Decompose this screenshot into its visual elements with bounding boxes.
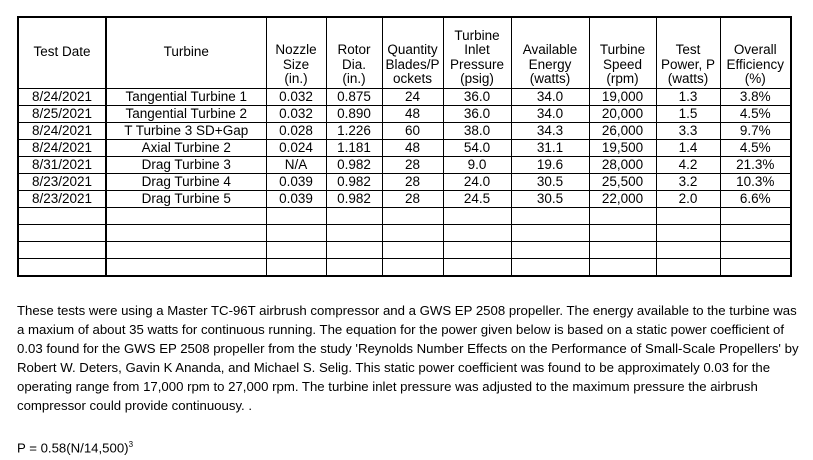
table-cell [266,225,326,242]
table-cell [720,242,791,259]
table-cell: 36.0 [443,89,511,106]
table-cell: 24.0 [443,174,511,191]
table-cell [106,208,266,225]
table-row [18,191,791,208]
table-cell: 0.982 [326,174,382,191]
table-cell: 24.5 [443,191,511,208]
test-notes: These tests were using a Master TC-96T airbrush compressor and a GWS EP 2508 propeller. The energy available to the turbine was a maxium of about 35 watts for continuous running. The equation for the power given below is based on a static power coefficient of 0.03 found for the GWS EP 2508 propeller from the study 'Reynolds Number Effects on the Performance of Small-Scale Propellers' by Robert W. Deters, Gavin K Ananda, and Michael S. Selig. This static power coefficient was found to be approximately 0.03 for the operating range from 17,000 rpm to 27,000 rpm. The turbine inlet pressure was adjusted to the maximum pressure the airbrush compressor could provide continuousy. . [17,303,799,413]
column-header-line: Inlet [464,42,490,58]
table-cell [443,259,511,277]
column-header [106,17,266,89]
table-cell: 1.4 [656,140,720,157]
table-cell: 19,000 [589,89,656,106]
table-cell [511,259,589,277]
column-header-line: (%) [744,70,766,86]
table-cell: 30.5 [511,174,589,191]
column-header [589,17,656,89]
table-cell: 4.5% [720,106,791,123]
table-cell: 60 [382,123,443,140]
table-cell [589,225,656,242]
table-cell [326,208,382,225]
column-header [382,17,443,89]
table-cell: Axial Turbine 2 [106,140,266,157]
column-header [443,17,511,89]
column-header-line: (rpm) [606,70,639,86]
table-cell: 8/24/2021 [18,89,106,106]
table-cell [382,259,443,277]
column-header [656,17,720,89]
table-row [18,174,791,191]
column-header-line: Blades/P [385,56,440,72]
table-cell: 0.982 [326,191,382,208]
table-cell: 9.0 [443,157,511,174]
column-header-line: Pressure [449,56,505,72]
column-header-line: Speed [602,56,643,72]
table-cell [326,259,382,277]
table-cell: 3.8% [720,89,791,106]
table-cell [326,225,382,242]
table-cell: 34.3 [511,123,589,140]
table-cell [589,259,656,277]
table-header-row [18,17,791,89]
table-cell [511,242,589,259]
table-cell: 28 [382,191,443,208]
table-cell: 21.3% [720,157,791,174]
table-row [18,123,791,140]
column-header-line: (psig) [460,70,494,86]
table-cell: 0.024 [266,140,326,157]
column-header-line: Overall [733,42,777,58]
table-row [18,157,791,174]
table-cell: 22,000 [589,191,656,208]
column-header-line: (watts) [667,70,709,86]
table-cell: 28 [382,157,443,174]
column-header-line: ockets [392,70,433,86]
table-cell [18,259,106,277]
table-cell [511,208,589,225]
table-cell: 3.2 [656,174,720,191]
table-cell: 1.5 [656,106,720,123]
table-row [18,225,791,242]
column-header-line: Turbine [163,43,209,59]
table-cell: 34.0 [511,89,589,106]
table-cell: 4.5% [720,140,791,157]
column-header-line: (watts) [529,70,571,86]
table-cell [656,242,720,259]
column-header-line: Size [282,56,310,72]
table-cell [589,242,656,259]
table-cell: 48 [382,140,443,157]
column-header-line: Turbine [599,42,646,58]
column-header-line: Nozzle [275,42,317,58]
table-cell: 1.226 [326,123,382,140]
table-cell: 8/23/2021 [18,174,106,191]
table-cell: T Turbine 3 SD+Gap [106,123,266,140]
table-cell: 48 [382,106,443,123]
table-cell: 25,500 [589,174,656,191]
table-row [18,208,791,225]
table-body [18,89,791,277]
table-cell [720,225,791,242]
column-header-line: Dia. [341,56,366,72]
table-cell: 0.028 [266,123,326,140]
table-cell [382,242,443,259]
table-cell: 24 [382,89,443,106]
turbine-test-table [17,16,792,277]
table-cell: 8/23/2021 [18,191,106,208]
table-cell: 34.0 [511,106,589,123]
table-cell [18,208,106,225]
column-header-line: Turbine [454,28,500,44]
table-cell [720,259,791,277]
table-cell: 0.982 [326,157,382,174]
table-cell: 28,000 [589,157,656,174]
column-header-line: Efficiency [726,56,785,72]
table-cell: 28 [382,174,443,191]
table-cell: 19.6 [511,157,589,174]
table-row [18,140,791,157]
table-cell: 26,000 [589,123,656,140]
table-cell: 8/24/2021 [18,123,106,140]
table-cell [382,225,443,242]
table-cell [326,242,382,259]
table-cell: 2.0 [656,191,720,208]
table-cell: Tangential Turbine 1 [106,89,266,106]
table-cell [656,259,720,277]
table-cell [656,208,720,225]
table-cell [106,242,266,259]
column-header-line: Available [522,42,578,58]
table-cell: 30.5 [511,191,589,208]
table-cell: N/A [266,157,326,174]
table-cell: 9.7% [720,123,791,140]
column-header [720,17,791,89]
table-cell [18,225,106,242]
table-cell: 1.181 [326,140,382,157]
column-header-line: Quantity [387,42,438,58]
column-header [266,17,326,89]
table-cell [106,259,266,277]
table-cell: 8/25/2021 [18,106,106,123]
table-cell: 20,000 [589,106,656,123]
table-cell [511,225,589,242]
table-cell: 10.3% [720,174,791,191]
column-header-line: Test [675,42,701,58]
column-header-line: Rotor [337,42,371,58]
table-cell [382,208,443,225]
column-header-line: (in.) [342,70,366,86]
column-header-line: Energy [528,56,572,72]
table-cell: 19,500 [589,140,656,157]
table-cell: 8/31/2021 [18,157,106,174]
power-formula [17,440,133,455]
column-header [18,17,106,89]
table-cell [656,225,720,242]
table-cell [720,208,791,225]
table-cell: Drag Turbine 5 [106,191,266,208]
column-header-line: Power, P [660,56,716,72]
table-cell: 36.0 [443,106,511,123]
table-cell: Tangential Turbine 2 [106,106,266,123]
table-cell [443,225,511,242]
table-row [18,259,791,277]
table-cell [589,208,656,225]
table-cell [443,208,511,225]
table-cell [18,242,106,259]
table-cell: 38.0 [443,123,511,140]
table-cell: 8/24/2021 [18,140,106,157]
table-cell [266,259,326,277]
table-cell [106,225,266,242]
column-header [511,17,589,89]
table-cell: 6.6% [720,191,791,208]
table-cell: 0.875 [326,89,382,106]
table-cell [266,242,326,259]
table-cell: Drag Turbine 4 [106,174,266,191]
table-cell: 0.039 [266,174,326,191]
table-row [18,106,791,123]
table-cell: 54.0 [443,140,511,157]
table-cell: 0.032 [266,106,326,123]
table-cell [443,242,511,259]
power-formula-base: P = 0.58(N/14,500) [17,440,129,456]
table-cell: 0.890 [326,106,382,123]
table-cell: 4.2 [656,157,720,174]
table-row [18,242,791,259]
column-header-line: (in.) [284,70,308,86]
table-cell: 1.3 [656,89,720,106]
table-cell [266,208,326,225]
column-header-line: Test Date [33,43,91,59]
power-formula-exponent: 3 [128,440,134,449]
table-cell: 0.032 [266,89,326,106]
table-cell: 3.3 [656,123,720,140]
table-row [18,89,791,106]
table-cell: Drag Turbine 3 [106,157,266,174]
column-header [326,17,382,89]
table-cell: 31.1 [511,140,589,157]
table-cell: 0.039 [266,191,326,208]
